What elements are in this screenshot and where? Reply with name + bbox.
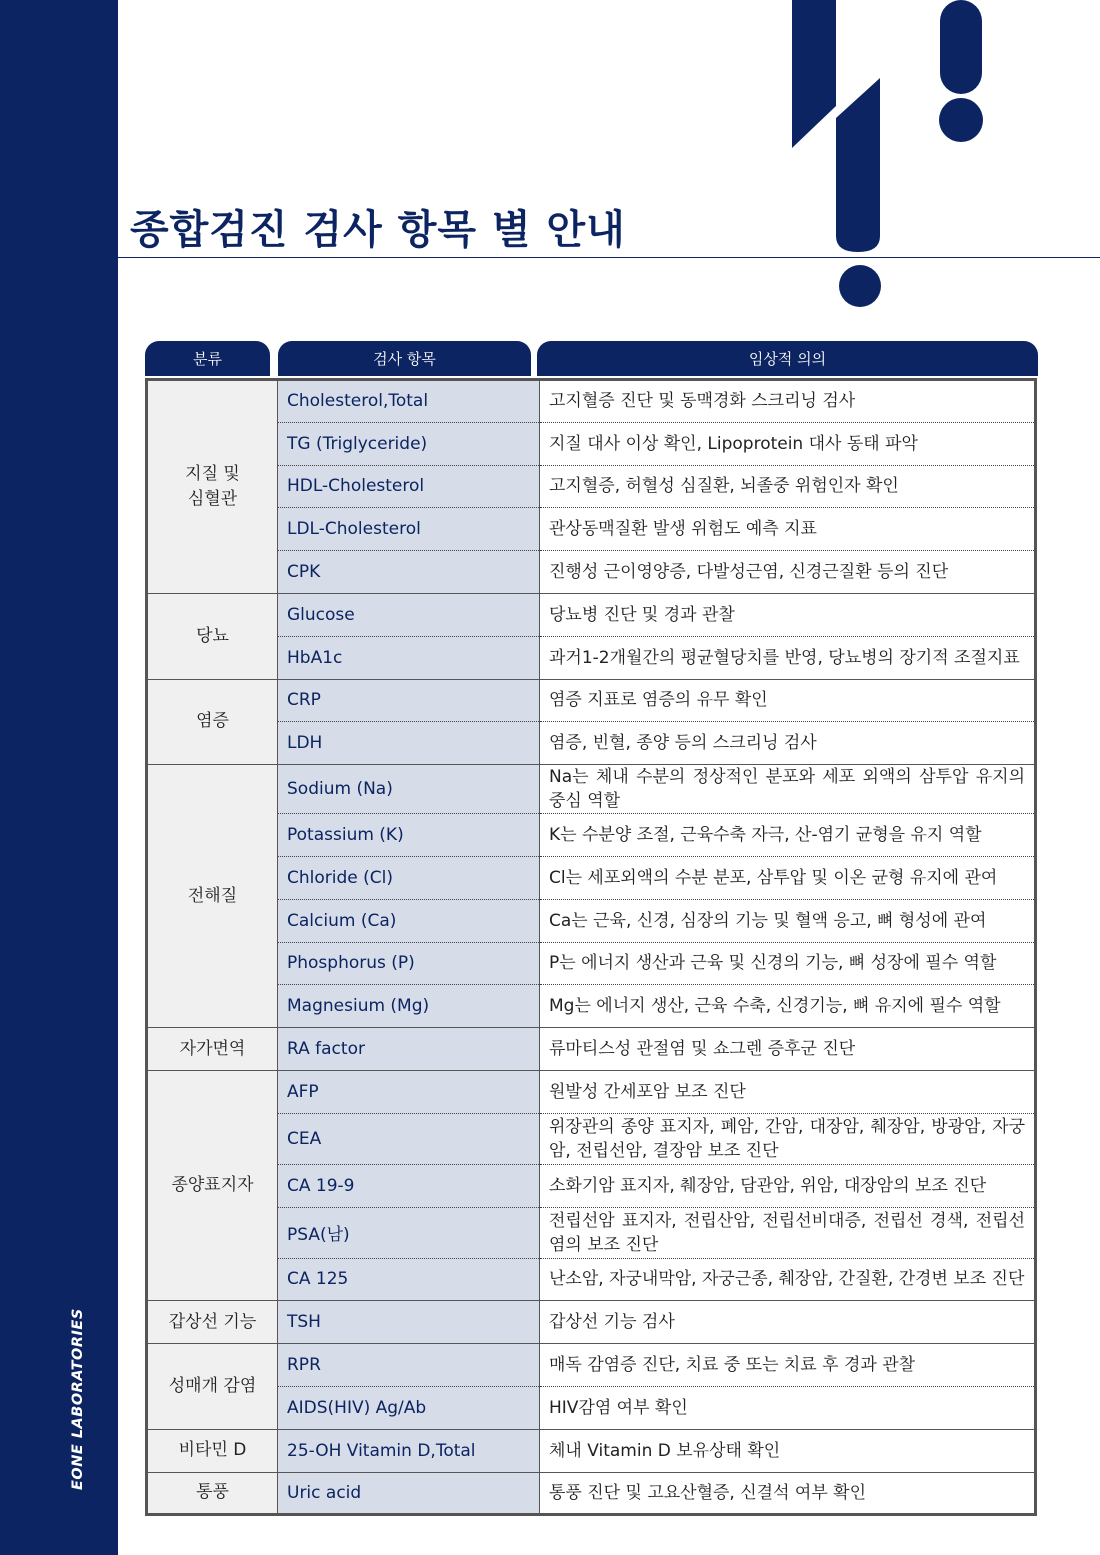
table-row [147, 1028, 1036, 1071]
item-cell: CPK [278, 551, 540, 594]
meaning-cell: 위장관의 종양 표지자, 폐암, 간암, 대장암, 췌장암, 방광암, 자궁암, 전립선암, 결장암 보조 진단 [540, 1113, 1036, 1164]
page-title: 종합검진 검사 항목 별 안내 [130, 207, 626, 253]
item-cell: Cholesterol,Total [278, 380, 540, 423]
item-cell: Potassium (K) [278, 814, 540, 857]
table-row [147, 1344, 1036, 1387]
category-cell: 종양표지자 [147, 1070, 278, 1300]
item-cell: AIDS(HIV) Ag/Ab [278, 1386, 540, 1429]
exam-table [145, 378, 1037, 1516]
item-cell: RPR [278, 1344, 540, 1387]
meaning-cell: 전립선암 표지자, 전립산암, 전립선비대증, 전립선 경색, 전립선염의 보조 진단 [540, 1207, 1036, 1258]
meaning-cell: P는 에너지 생산과 근육 및 신경의 기능, 뼈 성장에 필수 역할 [540, 942, 1036, 985]
meaning-cell: 체내 Vitamin D 보유상태 확인 [540, 1429, 1036, 1472]
meaning-cell: 류마티스성 관절염 및 쇼그렌 증후군 진단 [540, 1028, 1036, 1071]
exclamation-deco-icon [780, 0, 1000, 320]
meaning-cell: 갑상선 기능 검사 [540, 1301, 1036, 1344]
meaning-cell: 염증, 빈혈, 종양 등의 스크리닝 검사 [540, 722, 1036, 765]
meaning-cell: Mg는 에너지 생산, 근육 수축, 신경기능, 뼈 유지에 필수 역할 [540, 985, 1036, 1028]
header-category: 분류 [145, 341, 270, 376]
table-row [147, 942, 1036, 985]
table-row [147, 465, 1036, 508]
item-cell: Phosphorus (P) [278, 942, 540, 985]
meaning-cell: HIV감염 여부 확인 [540, 1386, 1036, 1429]
table-row [147, 380, 1036, 423]
item-cell: Magnesium (Mg) [278, 985, 540, 1028]
item-cell: AFP [278, 1070, 540, 1113]
table-row [147, 722, 1036, 765]
meaning-cell: Na는 체내 수분의 정상적인 분포와 세포 외액의 삼투압 유지의 중심 역할 [540, 765, 1036, 814]
table-row [147, 1207, 1036, 1258]
table-row [147, 1301, 1036, 1344]
item-cell: HDL-Cholesterol [278, 465, 540, 508]
meaning-cell: Ca는 근육, 신경, 심장의 기능 및 혈액 응고, 뼈 형성에 관여 [540, 899, 1036, 942]
table-row [147, 551, 1036, 594]
table-row [147, 899, 1036, 942]
item-cell: RA factor [278, 1028, 540, 1071]
table-row [147, 985, 1036, 1028]
meaning-cell: Cl는 세포외액의 수분 분포, 삼투압 및 이온 균형 유지에 관여 [540, 856, 1036, 899]
category-cell: 비타민 D [147, 1429, 278, 1472]
item-cell: LDL-Cholesterol [278, 508, 540, 551]
category-cell: 전해질 [147, 765, 278, 1028]
item-cell: PSA(남) [278, 1207, 540, 1258]
item-cell: CA 125 [278, 1258, 540, 1301]
category-cell: 지질 및 심혈관 [147, 380, 278, 594]
left-sidebar-band [0, 0, 118, 1555]
table-row [147, 1113, 1036, 1164]
item-cell: Uric acid [278, 1472, 540, 1515]
category-cell: 염증 [147, 679, 278, 765]
table-row [147, 1258, 1036, 1301]
meaning-cell: 소화기암 표지자, 췌장암, 담관암, 위암, 대장암의 보조 진단 [540, 1164, 1036, 1207]
table-row [147, 856, 1036, 899]
table-row [147, 765, 1036, 814]
table-row [147, 1164, 1036, 1207]
item-cell: CRP [278, 679, 540, 722]
table-row [147, 422, 1036, 465]
exam-table-body [147, 380, 1036, 1515]
meaning-cell: 매독 감염증 진단, 치료 중 또는 치료 후 경과 관찰 [540, 1344, 1036, 1387]
brand-vertical-text: EONE LABORATORIES [70, 1308, 86, 1490]
meaning-cell: K는 수분양 조절, 근육수축 자극, 산-염기 균형을 유지 역할 [540, 814, 1036, 857]
item-cell: TG (Triglyceride) [278, 422, 540, 465]
meaning-cell: 통풍 진단 및 고요산혈증, 신결석 여부 확인 [540, 1472, 1036, 1515]
table-row [147, 636, 1036, 679]
item-cell: LDH [278, 722, 540, 765]
meaning-cell: 관상동맥질환 발생 위험도 예측 지표 [540, 508, 1036, 551]
item-cell: HbA1c [278, 636, 540, 679]
item-cell: Sodium (Na) [278, 765, 540, 814]
meaning-cell: 원발성 간세포암 보조 진단 [540, 1070, 1036, 1113]
meaning-cell: 난소암, 자궁내막암, 자궁근종, 췌장암, 간질환, 간경변 보조 진단 [540, 1258, 1036, 1301]
item-cell: CA 19-9 [278, 1164, 540, 1207]
meaning-cell: 고지혈증, 허혈성 심질환, 뇌졸중 위험인자 확인 [540, 465, 1036, 508]
table-row [147, 508, 1036, 551]
table-row [147, 1386, 1036, 1429]
title-divider [118, 257, 1100, 258]
category-cell: 통풍 [147, 1472, 278, 1515]
item-cell: 25-OH Vitamin D,Total [278, 1429, 540, 1472]
item-cell: Calcium (Ca) [278, 899, 540, 942]
table-row [147, 1070, 1036, 1113]
category-cell: 당뇨 [147, 593, 278, 679]
header-item: 검사 항목 [278, 341, 531, 376]
category-cell: 갑상선 기능 [147, 1301, 278, 1344]
meaning-cell: 당뇨병 진단 및 경과 관찰 [540, 593, 1036, 636]
item-cell: CEA [278, 1113, 540, 1164]
table-row [147, 1472, 1036, 1515]
item-cell: Chloride (Cl) [278, 856, 540, 899]
table-row [147, 814, 1036, 857]
meaning-cell: 염증 지표로 염증의 유무 확인 [540, 679, 1036, 722]
table-row [147, 1429, 1036, 1472]
meaning-cell: 과거1-2개월간의 평균혈당치를 반영, 당뇨병의 장기적 조절지표 [540, 636, 1036, 679]
item-cell: Glucose [278, 593, 540, 636]
item-cell: TSH [278, 1301, 540, 1344]
category-cell: 성매개 감염 [147, 1344, 278, 1430]
category-cell: 자가면역 [147, 1028, 278, 1071]
table-row [147, 679, 1036, 722]
meaning-cell: 지질 대사 이상 확인, Lipoprotein 대사 동태 파악 [540, 422, 1036, 465]
header-meaning: 임상적 의의 [537, 341, 1038, 376]
table-row [147, 593, 1036, 636]
meaning-cell: 진행성 근이영양증, 다발성근염, 신경근질환 등의 진단 [540, 551, 1036, 594]
meaning-cell: 고지혈증 진단 및 동맥경화 스크리닝 검사 [540, 380, 1036, 423]
